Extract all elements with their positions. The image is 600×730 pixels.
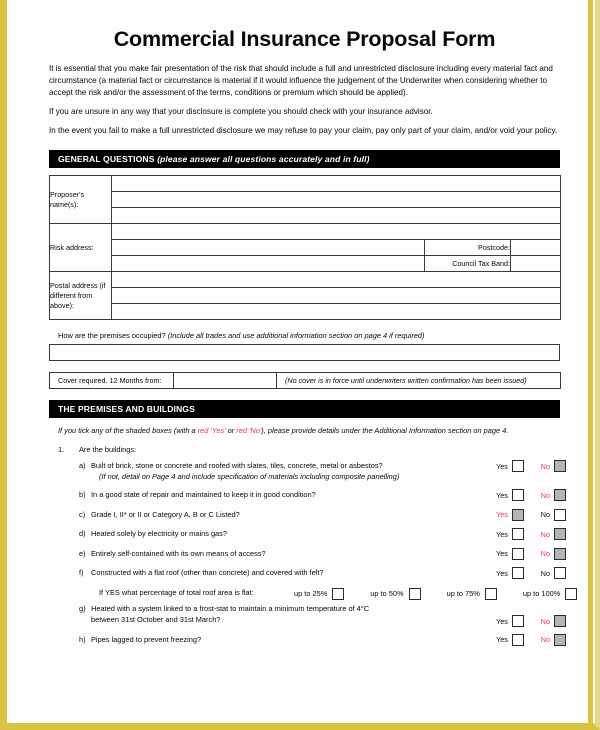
question-item-h-text: Pipes lagged to prevent freezing? [91,634,202,644]
question-item-d-letter: d) [79,529,86,539]
question-item-g-text: Heated with a system linked to a frost-stat to maintain a minimum temperature of 4°C [91,604,370,614]
answer-group-b [496,489,566,501]
document-content [49,28,560,654]
question-premises-occupied-lead: How are the premises occupied? [58,331,166,341]
general-questions-table [49,175,561,320]
flat-roof-percentage-row [99,588,560,597]
flat-roof-option-100 [523,588,577,600]
flat-roof-percentage-label: If YES what percentage of total roof area is flat: [99,587,254,597]
answer-c-yes-label: Yes [496,510,508,520]
question-group-1 [49,445,560,646]
question-item-a-letter: a) [79,461,86,471]
flat-roof-percentage-options [294,588,577,600]
question-item-g-letter: g) [79,604,86,614]
table-row [50,288,561,304]
section-header-general-questions [49,150,560,168]
answer-b-yes-label: Yes [496,490,508,500]
flat-roof-option-75-checkbox[interactable] [485,588,497,600]
page-title: Commercial Insurance Proposal Form [113,27,496,51]
answer-g-yes-label: Yes [496,616,508,626]
section-header-general-questions-note: (please answer all questions accurately and in full) [157,154,370,165]
question-item-f-letter: f) [79,568,84,578]
question-item-b [79,490,560,502]
question-item-e [79,549,560,561]
flat-roof-option-75-label: up to 75% [446,588,480,598]
note-cover-in-force: (No cover is in force until underwriters written confirmation has been issued) [277,373,561,389]
question-item-b-text: In a good state of repair and maintained to keep it in good condition? [91,490,316,500]
answer-c-yes-checkbox[interactable] [512,509,524,521]
label-council-tax-band: Council Tax Band: [425,256,511,272]
answer-g-yes-checkbox[interactable] [512,615,524,627]
answer-group-c [496,509,566,521]
answer-d-no-checkbox[interactable] [554,528,566,540]
question-item-f-text: Constructed with a flat roof (other than concrete) and covered with felt? [91,568,324,578]
answer-f-yes-checkbox[interactable] [512,567,524,579]
answer-group-f [496,567,566,579]
table-row [50,176,561,192]
answer-h-yes-label: Yes [496,635,508,645]
flat-roof-option-50-label: up to 50% [370,588,404,598]
label-risk-address: Risk address: [50,224,112,272]
question-1-heading [58,445,560,454]
flat-roof-option-100-checkbox[interactable] [565,588,577,600]
flat-roof-option-25 [294,588,344,600]
question-premises-occupied-note: (Include all trades and use additional information section on page 4 if required) [167,331,425,341]
answer-group-d [496,528,566,540]
question-item-a-text: Built of brick, stone or concrete and roofed with slates, tiles, concrete, metal or asbestos? [91,461,383,471]
input-postal-address-1[interactable] [112,272,561,288]
answer-f-no-label: No [540,568,550,578]
table-row [50,373,561,389]
input-postal-address-2[interactable] [112,288,561,304]
shaded-box-instruction-part1: If you tick any of the shaded boxes (with a [58,426,198,436]
answer-a-no-checkbox[interactable] [554,460,566,472]
intro-paragraph-3: In the event you fail to make a full unrestricted disclosure we may refuse to pay your claim, pay only part of your claim, and/or void your policy. [49,126,558,136]
shaded-box-instruction [58,425,560,436]
question-item-b-letter: b) [79,490,86,500]
question-item-a-subtext: (If not, detail on Page 4 and include specification of materials including composite panelling) [99,472,400,482]
question-item-f [79,568,560,580]
answer-f-yes-label: Yes [496,568,508,578]
flat-roof-option-25-label: up to 25% [294,588,328,598]
table-row [50,224,561,240]
answer-d-no-label: No [540,529,550,539]
answer-b-no-label: No [540,490,550,500]
flat-roof-option-50-checkbox[interactable] [409,588,421,600]
answer-e-yes-label: Yes [496,549,508,559]
answer-e-yes-checkbox[interactable] [512,548,524,560]
input-council-tax-band[interactable] [511,256,561,272]
shaded-box-instruction-red-no: red 'No' [236,426,262,436]
answer-h-no-checkbox[interactable] [554,634,566,646]
answer-group-g [496,615,566,627]
answer-group-e [496,548,566,560]
question-item-g-text-line2: between 31st October and 31st March? [91,615,221,625]
input-risk-address-2[interactable] [112,240,425,256]
document-sheet [14,0,595,723]
question-item-c [79,510,560,522]
flat-roof-option-50 [370,588,420,600]
input-risk-address-1[interactable] [112,224,561,240]
question-item-d-text: Heated solely by electricity or mains gas? [91,529,227,539]
answer-group-a [496,460,566,472]
question-item-d [79,529,560,541]
table-row [50,240,561,256]
input-risk-address-3[interactable] [112,256,425,272]
question-item-a [79,461,560,482]
answer-a-yes-checkbox[interactable] [512,460,524,472]
answer-a-yes-label: Yes [496,461,508,471]
input-proposer-name-1[interactable] [112,176,561,192]
label-postcode: Postcode: [425,240,511,256]
table-row [50,256,561,272]
input-postal-address-3[interactable] [112,304,561,320]
section-header-premises-buildings: THE PREMISES AND BUILDINGS [49,400,560,418]
flat-roof-option-75 [447,588,497,600]
answer-b-no-checkbox[interactable] [554,489,566,501]
table-row [50,304,561,320]
label-proposer-name: Proposer's name(s): [50,176,112,224]
question-item-e-letter: e) [79,548,86,558]
question-item-h [79,635,560,647]
answer-h-no-label: No [540,635,550,645]
question-1-title: Are the buildings: [79,445,137,455]
intro-paragraph-2: If you are unsure in any way that your disclosure is complete you should check with your insurance advisor. [49,107,433,117]
answer-d-yes-label: Yes [496,529,508,539]
intro-paragraph-1: It is essential that you make fair presentation of the risk that should include a full and unrestricted disclosure including every material fact and circumstance (a material fact or circumstance is material if it would influence the judgement of the Underwriter when considering whether to accept the risk and/or the assessment of the terms, conditions or premium which should be applied). [49,63,553,97]
answer-b-yes-checkbox[interactable] [512,489,524,501]
shaded-box-instruction-red-yes: red 'Yes' [197,426,226,436]
answer-e-no-checkbox[interactable] [554,548,566,560]
question-item-c-text: Grade I, II* or II or Category A, B or C Listed? [91,509,240,519]
question-premises-occupied [58,331,560,340]
label-postal-address: Postal address (if different from above): [50,272,112,320]
answer-a-no-label: No [540,461,550,471]
input-premises-occupied[interactable] [49,344,560,361]
label-cover-required: Cover required. 12 Months from: [50,373,174,389]
question-item-e-text: Entirely self-contained with its own means of access? [91,548,266,558]
input-postcode[interactable] [511,240,561,256]
answer-f-no-checkbox[interactable] [554,567,566,579]
section-header-general-questions-main: GENERAL QUESTIONS [58,154,155,165]
table-row [50,272,561,288]
answer-d-yes-checkbox[interactable] [512,528,524,540]
cover-required-row [49,372,561,389]
answer-c-no-label: No [540,510,550,520]
question-1-number: 1. [58,445,65,455]
answer-h-yes-checkbox[interactable] [512,634,524,646]
question-item-g [79,604,560,625]
table-row [50,192,561,208]
input-proposer-name-3[interactable] [112,208,561,224]
question-item-h-letter: h) [79,634,86,644]
answer-e-no-label: No [540,549,550,559]
answer-g-no-label: No [540,616,550,626]
answer-group-h [496,634,566,646]
flat-roof-option-100-label: up to 100% [522,588,561,598]
answer-c-no-checkbox[interactable] [554,509,566,521]
question-item-c-letter: c) [79,509,86,519]
table-row [50,208,561,224]
input-proposer-name-2[interactable] [112,192,561,208]
shaded-box-instruction-part3: ), please provide details under the Additional Information section on page 4. [261,426,509,436]
answer-g-no-checkbox[interactable] [554,615,566,627]
flat-roof-option-25-checkbox[interactable] [332,588,344,600]
shaded-box-instruction-part2: or [225,426,237,436]
input-cover-required-date[interactable] [174,373,277,389]
